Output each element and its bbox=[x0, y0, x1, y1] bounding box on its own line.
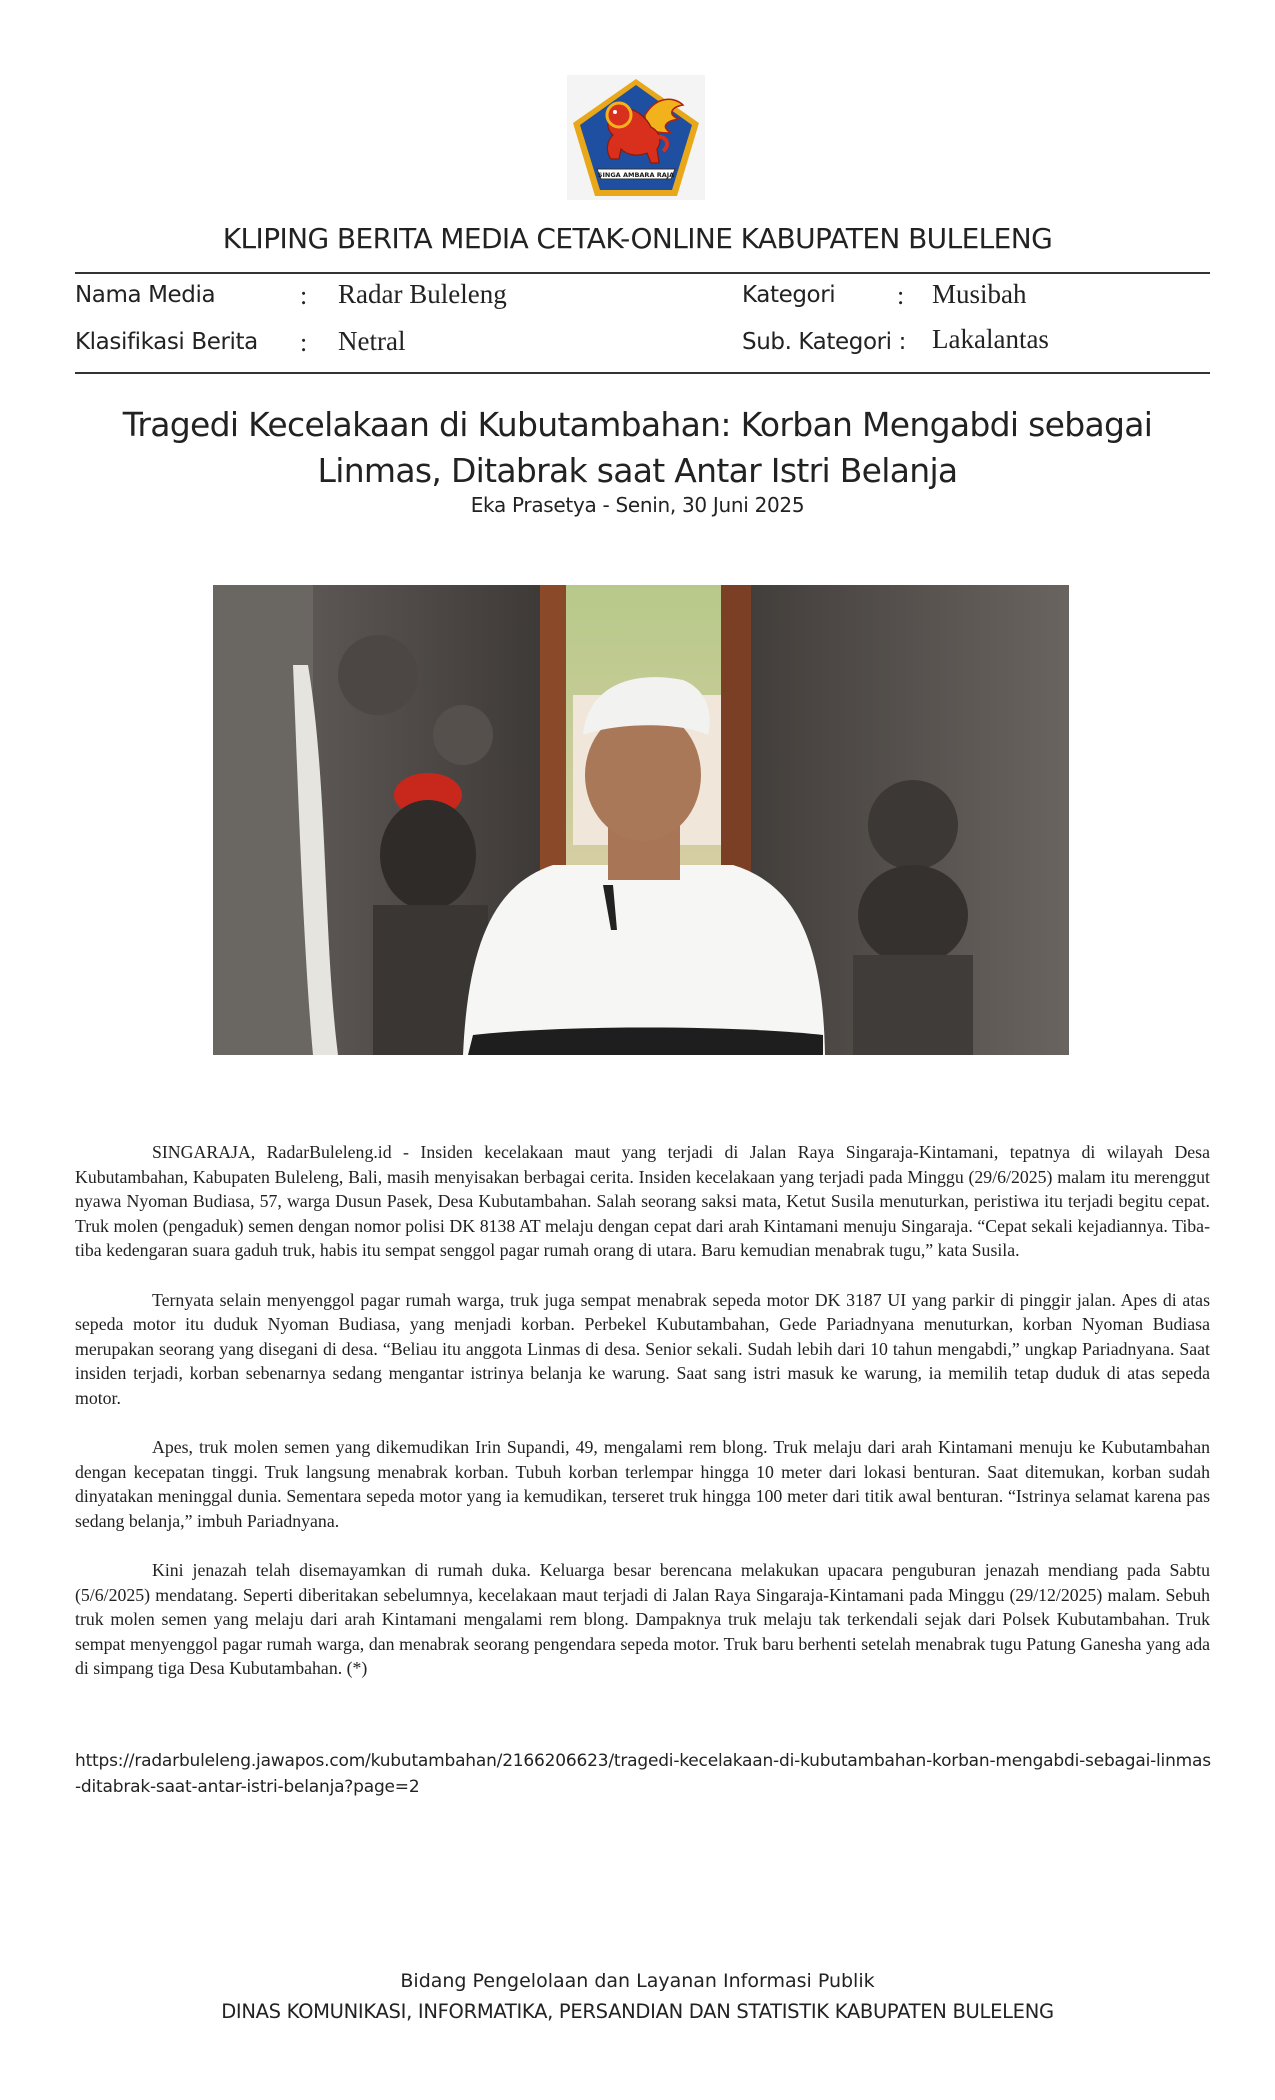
media-label: Nama Media bbox=[75, 282, 216, 308]
article-paragraph: Kini jenazah telah disemayamkan di rumah duka. Keluarga besar berencana melakukan upacara penguburan jenazah mendiang pada Sabtu (5/6/2025) mendatang. Seperti diberitakan sebelumnya, kecelakaan maut terjadi di Jalan Raya Singaraja-Kintamani pada Minggu (29/12/2025) malam. Sebuh truk molen semen yang melaju dari arah Kintamani mengalami rem blong. Dampaknya truk melaju tak terkendali sejak dari Polsek Kubutambahan. Truk sempat menyenggol pagar rumah warga, dan menabrak seorang pengendara sepeda motor. Truk baru berhenti setelah menabrak tugu Patung Ganesha yang ada di simpang tiga Desa Kubutambahan. (*) bbox=[75, 1560, 1210, 1679]
article-paragraph: SINGARAJA, RadarBuleleng.id - Insiden kecelakaan maut yang terjadi di Jalan Raya Singaraja-Kintamani, tepatnya di wilayah Desa Kubutambahan, Kabupaten Buleleng, Bali, masih menyisakan berbagai cerita. Insiden kecelakaan yang terjadi pada Minggu (29/6/2025) malam itu merenggut nyawa Nyoman Budiasa, 57, warga Dusun Pasek, Desa Kubutambahan. Salah seorang saksi mata, Ketut Susila menuturkan, peristiwa itu terjadi begitu cepat. Truk molen (pengaduk) semen dengan nomor polisi DK 8138 AT melaju dengan cepat dari arah Kintamani menuju Singaraja. “Cepat sekali kejadiannya. Tiba-tiba kedengaran suara gaduh truk, habis itu sempat senggol pagar rumah orang di utara. Baru kemudian menabrak tugu,” kata Susila. bbox=[75, 1142, 1210, 1261]
top-divider bbox=[75, 272, 1210, 274]
category-label: Kategori bbox=[742, 282, 836, 308]
subcategory-value: Lakalantas bbox=[932, 324, 1049, 354]
article-body bbox=[75, 1140, 1210, 1706]
logo-banner-text: SINGA AMBARA RAJA bbox=[597, 171, 675, 179]
classification-colon: : bbox=[300, 328, 308, 357]
singa-ambara-raja-emblem-icon bbox=[567, 75, 705, 200]
media-value: Radar Buleleng bbox=[338, 279, 507, 309]
article-paragraph: Ternyata selain menyenggol pagar rumah warga, truk juga sempat menabrak sepeda motor DK 3187 UI yang parkir di pinggir jalan. Apes di atas sepeda motor itu duduk Nyoman Budiasa, yang menjadi korban. Perbekel Kubutambahan, Gede Pariadnyana menuturkan, korban Nyoman Budiasa merupakan seorang yang disegani di desa. “Beliau itu anggota Linmas di desa. Senior sekali. Sudah lebih dari 10 tahun mengabdi,” ungkap Pariadnyana. Saat insiden terjadi, korban sebenarnya sedang mengantar istrinya belanja ke warung. Saat sang istri masuk ke warung, ia memilih tetap duduk di atas sepeda motor. bbox=[75, 1289, 1210, 1408]
footer-agency: DINAS KOMUNIKASI, INFORMATIKA, PERSANDIAN DAN STATISTIK KABUPATEN BULELENG bbox=[221, 2000, 1054, 2023]
source-url: https://radarbuleleng.jawapos.com/kubutambahan/2166206623/tragedi-kecelakaan-di-kubutambahan-korban-mengabdi-sebagai-linmas-ditabrak-saat-antar-istri-belanja?page=2 bbox=[75, 1751, 1211, 1797]
headline-line-1: Tragedi Kecelakaan di Kubutambahan: Korban Mengabdi sebagai bbox=[122, 405, 1153, 444]
article-headline bbox=[100, 402, 1175, 494]
category-colon: : bbox=[897, 281, 905, 310]
clipping-title: KLIPING BERITA MEDIA CETAK-ONLINE KABUPATEN BULELENG bbox=[222, 222, 1053, 255]
classification-label: Klasifikasi Berita bbox=[75, 329, 258, 355]
man-in-white-udeng-at-temple-gate-photo bbox=[213, 585, 1069, 1055]
article-byline: Eka Prasetya - Senin, 30 Juni 2025 bbox=[470, 493, 805, 517]
media-colon: : bbox=[300, 281, 308, 310]
article-paragraph: Apes, truk molen semen yang dikemudikan Irin Supandi, 49, mengalami rem blong. Truk melaju dari arah Kintamani menuju ke Kubutambahan dengan kecepatan tinggi. Truk langsung menabrak korban. Tubuh korban terlempar hingga 10 meter dari lokasi benturan. Saat ditemukan, korban sudah dinyatakan meninggal dunia. Sementara sepeda motor yang ia kemudikan, terseret truk hingga 100 meter dari titik awal benturan. “Istrinya selamat karena pas sedang belanja,” imbuh Pariadnyana. bbox=[75, 1437, 1210, 1531]
subcategory-label: Sub. Kategori : bbox=[742, 329, 906, 355]
classification-value: Netral bbox=[338, 326, 406, 356]
meta-bottom-divider bbox=[75, 372, 1210, 374]
headline-line-2: Linmas, Ditabrak saat Antar Istri Belanja bbox=[317, 451, 958, 490]
category-value: Musibah bbox=[932, 279, 1027, 309]
footer-division: Bidang Pengelolaan dan Layanan Informasi Publik bbox=[400, 1970, 875, 1992]
